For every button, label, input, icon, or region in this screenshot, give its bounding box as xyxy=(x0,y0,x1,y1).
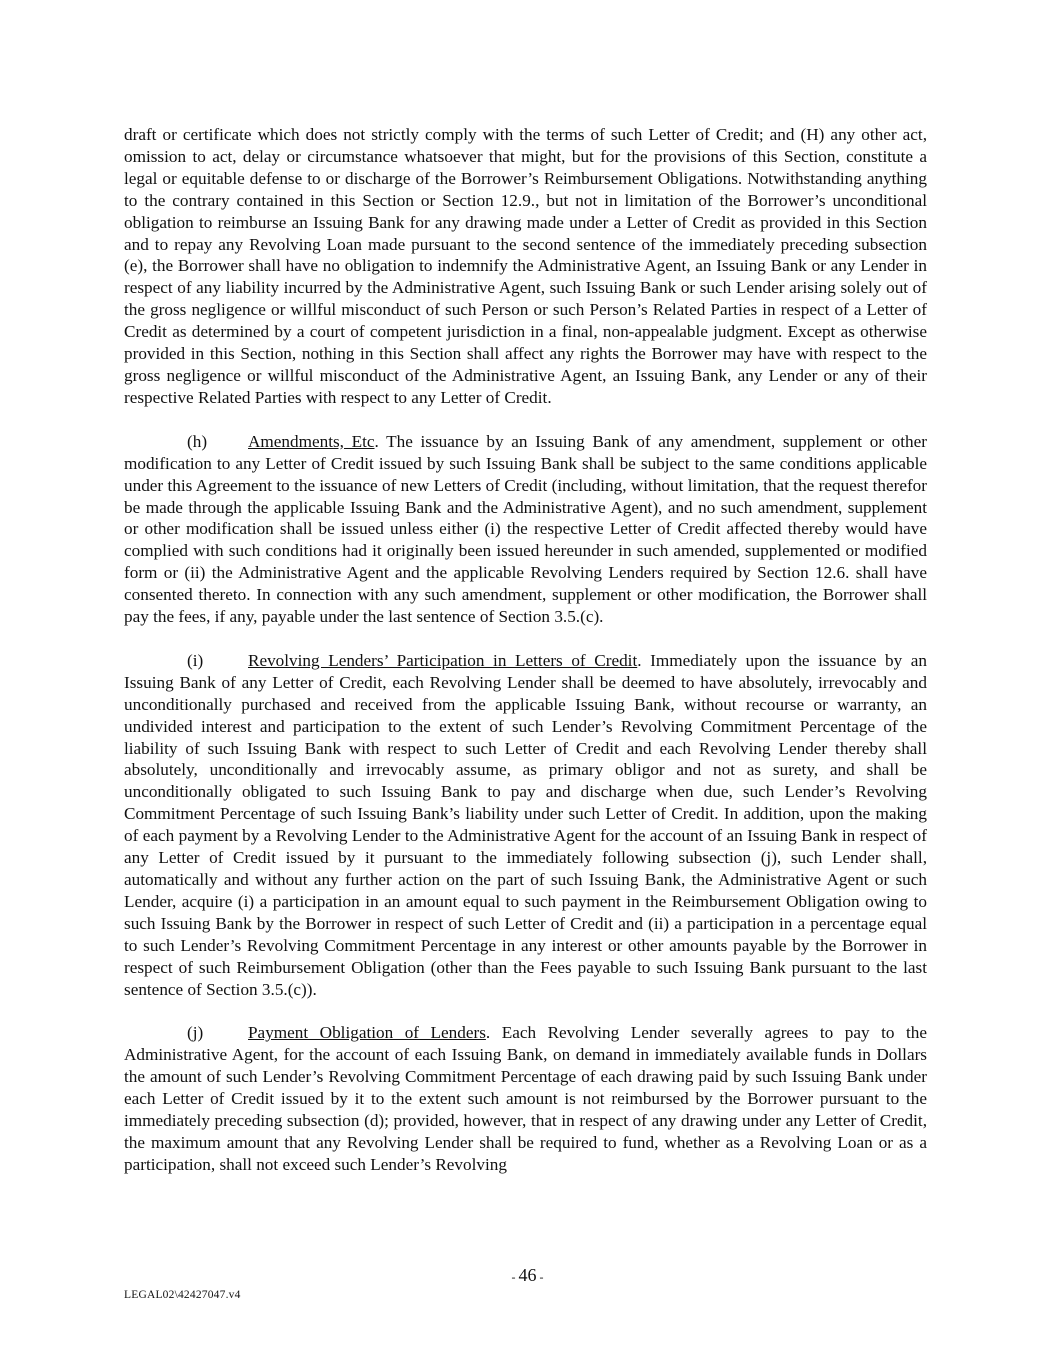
paragraph-j-payment-obligation xyxy=(124,1022,927,1175)
paragraph-i-participation xyxy=(124,650,927,1001)
paragraph-text: draft or certificate which does not strictly comply with the terms of such Letter of Credit; and (H) any other act, omission to act, delay or circumstance whatsoever that might, but for the provisions of this Section, constitute a legal or equitable defense to or discharge of the Borrower’s Reimbursement Obligations. Notwithstanding anything to the contrary contained in this Section or Section 12.9., but not in limitation of the Borrower’s unconditional obligation to reimburse an Issuing Bank for any drawing made under a Letter of Credit as provided in this Section and to repay any Revolving Loan made pursuant to the second sentence of the immediately preceding subsection (e), the Borrower shall have no obligation to indemnify the Administrative Agent, an Issuing Bank or any Lender in respect of any liability incurred by the Administrative Agent, such Issuing Bank or such Lender arising solely out of the gross negligence or willful misconduct of such Person or such Person’s Related Parties in respect of a Letter of Credit as determined by a court of competent jurisdiction in a final, non-appealable judgment. Except as otherwise provided in this Section, nothing in this Section shall affect any rights the Borrower may have with respect to the gross negligence or willful misconduct of the Administrative Agent, an Issuing Bank, any Lender or any of their respective Related Parties with respect to any Letter of Credit. xyxy=(124,125,927,407)
paragraph-number: (i) xyxy=(187,650,204,670)
paragraph-h-amendments xyxy=(124,431,927,628)
paragraph-text: . Each Revolving Lender severally agrees to pay to the Administrative Agent, for the account of each Issuing Bank, on demand in immediately available funds in Dollars the amount of such Lender’s Revolving Commitment Percentage of each drawing paid by such Issuing Bank under each Letter of Credit issued by it to the extent such amount is not reimbursed by the Borrower pursuant to the immediately preceding subsection (d); provided, however, that in respect of any drawing under any Letter of Credit, the maximum amount that any Revolving Lender shall be required to fund, whether as a Revolving Loan or as a participation, shall not exceed such Lender’s Revolving xyxy=(124,1023,927,1174)
paragraph-number: (j) xyxy=(187,1023,204,1043)
section-heading: Revolving Lenders’ Participation in Letters of Credit xyxy=(248,650,638,670)
paragraph-text: . Immediately upon the issuance by an Issuing Bank of any Letter of Credit, each Revolving Lender shall be deemed to have absolutely, irrevocably and unconditionally purchased and received from the applicable Issuing Bank, without recourse or warranty, an undivided interest and participation to the extent of such Lender’s Revolving Commitment Percentage of the liability of such Issuing Bank with respect to such Letter of Credit and each Revolving Lender thereby shall absolutely, unconditionally and irrevocably assume, as primary obligor and not as surety, and shall be unconditionally obligated to such Issuing Bank to pay and discharge when due, such Lender’s Revolving Commitment Percentage of such Issuing Bank’s liability under such Letter of Credit. In addition, upon the making of each payment by a Revolving Lender to the Administrative Agent for the account of an Issuing Bank in respect of any Letter of Credit issued by it pursuant to the immediately following subsection (j), such Lender shall, automatically and without any further action on the part of such Issuing Bank, the Administrative Agent or such Lender, acquire (i) a participation in an amount equal to such payment in the Reimbursement Obligation owing to such Issuing Bank by the Borrower in respect of such Letter of Credit and (ii) a participation in a percentage equal to such Lender’s Revolving Commitment Percentage in any interest or other amounts payable by the Borrower in respect of such Reimbursement Obligation (other than the Fees payable to such Issuing Bank pursuant to the last sentence of Section 3.5.(c)). xyxy=(124,650,927,999)
section-heading: Amendments, Etc xyxy=(248,431,375,451)
document-body xyxy=(124,124,927,1176)
paragraph-number: (h) xyxy=(187,431,208,451)
page-number-value: 46 xyxy=(518,1265,537,1285)
paragraph-text: . The issuance by an Issuing Bank of any amendment, supplement or other modification to any Letter of Credit issued by such Issuing Bank shall be subject to the same conditions applicable under this Agreement to the issuance of new Letters of Credit (including, without limitation, that the request therefor be made through the applicable Issuing Bank and the Administrative Agent), and no such amendment, supplement or other modification shall be issued unless either (i) the respective Letter of Credit affected thereby would have complied with such conditions had it originally been issued hereunder in such amended, supplemented or modified form or (ii) the Administrative Agent and the applicable Revolving Lenders required by Section 12.6. shall have consented thereto. In connection with any such amendment, supplement or other modification, the Borrower shall pay the fees, if any, payable under the last sentence of Section 3.5.(c). xyxy=(124,431,927,627)
page-number: - 46 - xyxy=(511,1265,544,1285)
document-id: LEGAL02\42427047.v4 xyxy=(124,1289,241,1301)
paragraph-continuation xyxy=(124,124,927,409)
section-heading: Payment Obligation of Lenders xyxy=(248,1023,486,1043)
